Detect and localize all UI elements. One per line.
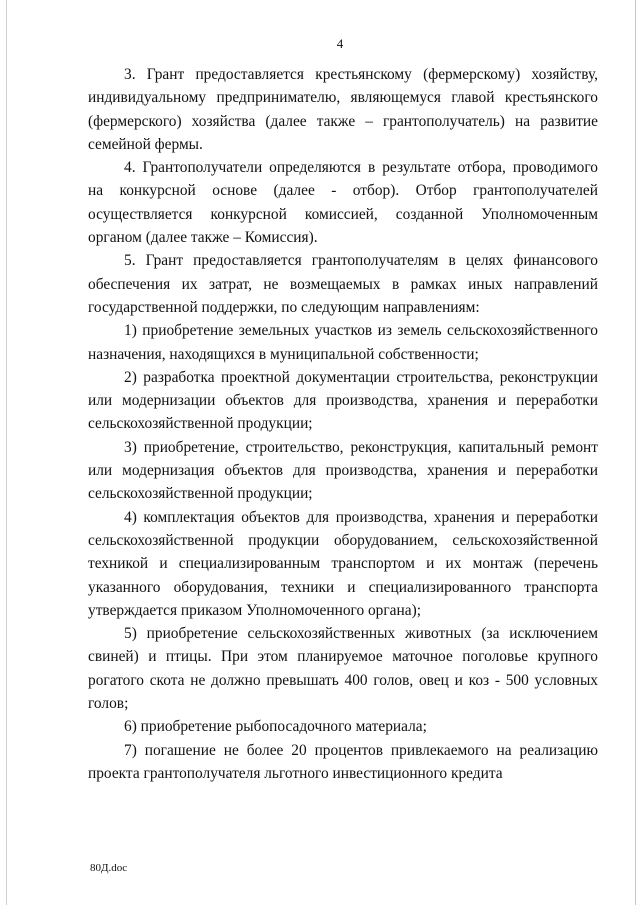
list-item-7-loan-repayment: 7) погашение не более 20 процентов привлекаемого на реализацию проекта грантополучателя льготного инвестиционного кредита: [88, 741, 598, 782]
footer-filename: 80Д.doc: [90, 862, 128, 874]
paragraph-3-grant-recipient: 3. Грант предоставляется крестьянскому (фермерскому) хозяйству, индивидуальному предпринимателю, являющемуся главой крестьянского (фермерского) хозяйства (далее также – грантополучатель) на развитие семейной фермы.: [88, 66, 598, 153]
paragraph-4-selection: 4. Грантополучатели определяются в результате отбора, проводимого на конкурсной основе (далее - отбор). Отбор грантополучателей осуществляется конкурсной комиссией, созданной Уполномоченным органом (далее также – Комиссия).: [88, 159, 598, 247]
scan-edge-right: [635, 0, 636, 905]
list-item-1-land-acquisition: 1) приобретение земельных участков из земель сельскохозяйственного назначения, находящихся в муниципальной собственности;: [88, 322, 598, 363]
page-number: 4: [336, 36, 344, 51]
list-item-5-livestock: 5) приобретение сельскохозяйственных животных (за исключением свиней) и птицы. При этом планируемое маточное поголовье крупного рогатого скота не должно превышать 400 голов, овец и коз - 500 условных голов;: [88, 625, 598, 713]
list-item-6-fish-stock: 6) приобретение рыбопосадочного материала;: [124, 718, 427, 736]
list-item-2-design-documentation: 2) разработка проектной документации строительства, реконструкции или модернизации объектов для производства, хранения и переработки сельскохозяйственной продукции;: [88, 368, 598, 433]
document-body: [88, 63, 598, 785]
scan-edge-left: [6, 0, 7, 905]
paragraph-5-grant-purposes: 5. Грант предоставляется грантополучателям в целях финансового обеспечения их затрат, не возмещаемых в рамках иных направлений государственной поддержки, по следующим направлениям:: [88, 252, 598, 316]
list-item-3-construction: 3) приобретение, строительство, реконструкция, капитальный ремонт или модернизация объектов для производства, хранения и переработки сельскохозяйственной продукции;: [88, 438, 598, 503]
list-item-4-equipment: 4) комплектация объектов для производства, хранения и переработки сельскохозяйственной продукции оборудованием, сельскохозяйственной техникой и специализированным транспортом и их монтаж (перечень указанного оборудования, техники и специализированного транспорта утверждается приказом Уполномоченного органа);: [88, 508, 598, 619]
